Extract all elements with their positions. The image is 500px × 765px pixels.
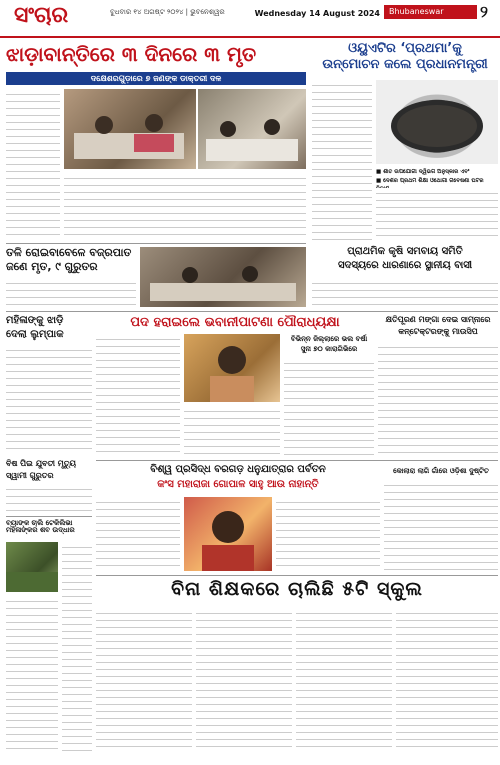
- section4-small-body: [6, 484, 92, 512]
- section5-headline-1: ବିଶ୍ୱ ପ୍ରସିଦ୍ଧ ବରଗଡ଼ ଧନୁଯାତ୍ରାର ପର୍ବତନ: [150, 464, 326, 475]
- right-top-body-2: [376, 188, 498, 240]
- section4-main-headline: ପଦ ହରାଇଲେ ଭବାନୀପାଟଣା ପୌରାଧ୍ୟକ୍ଷା: [130, 315, 340, 330]
- section2-photo: [140, 247, 306, 307]
- right-top-caption-1: ■ ଶୀତ ଉପଯୋଗୀ ଦ୍ୱିଭଗ ଅନୁସ୍କାର ଏବଂ: [376, 169, 470, 175]
- section6-main-headline: ବିନା ଶିକ୍ଷକରେ ଚାଲିଛି ୫ଟି ସ୍କୁଲ: [171, 578, 423, 600]
- section4-inner-body: [284, 358, 374, 456]
- page-number: ୨: [480, 2, 488, 21]
- lead-photo-2: [198, 89, 306, 169]
- right-top-headline-2: ଉନ୍ମୋଚନ କଲେ ପ୍ରଧାନମନ୍ତ୍ରୀ: [322, 57, 488, 72]
- section4-inner-headline-2: ସୁନା ୭୦ କାରାଗିଭିରେ: [300, 345, 358, 353]
- section3-headline-1: ପ୍ରାଥମିକ କୃଷି ସମବାୟ ସମିତି: [347, 246, 463, 257]
- section5-body-2: [276, 497, 380, 571]
- section4-inner-headline-1: ବିଭିନ୍ନ ଜିଲ୍ଲାରେ ଭଲ ବର୍ଷା: [290, 335, 368, 343]
- section2-body: [6, 278, 136, 308]
- date-odia: ବୁଧବାର ୧୪ ଅଗଷ୍ଟ ୨୦୨୪ | ଭୁବନେଶ୍ୱର: [110, 8, 225, 16]
- section4-left-headline-2: ଦେଲା ଲୁମ୍ପାକ: [6, 329, 64, 340]
- section5-headline-2: କଂସ ମହାରାଜା ଗୋପାଳ ସାହୁ ଆଉ ନାହାନ୍ତି: [157, 479, 319, 490]
- section6-left-headline: ବ୍ୟାଙ୍କ ଚାଲି ଟେକିଲିଭା ମହିଳାଙ୍କର ଶବ ଉଦ୍ଧାର: [6, 519, 75, 535]
- section6-main-body-3: [296, 608, 392, 752]
- lead-photo-1: [64, 89, 196, 169]
- section5-right-body: [384, 480, 498, 570]
- section5-photo: [184, 497, 272, 571]
- lead-subhead: ଦକ୍ଷେଶରଗୁଡ଼ାରେ ୭ ଜଣଙ୍କ ଡାକ୍ତରୀ ଦଳ: [6, 72, 306, 85]
- newspaper-logo: ସଂଚାର: [14, 2, 69, 28]
- section6-left-body-2: [6, 596, 58, 752]
- patients-photo-icon: [64, 89, 196, 169]
- date-english: Wednesday 14 August 2024: [254, 9, 380, 18]
- section6-photo: [6, 542, 58, 592]
- section4-small-headline-1: ବିଷ ପିଇ ଯୁବତୀ ମୃତ୍ୟୁ: [6, 459, 77, 468]
- lead-body-col1: [6, 89, 60, 239]
- right-top-body: [312, 80, 372, 240]
- divider: [6, 516, 92, 517]
- section5-right-headline: କୋଲାରା ଲାଗି ଗାଁରେ ଓଡ଼ିଶା ଦୁଷ୍ଟିତ: [393, 467, 489, 475]
- section4-right-headline-1: କ୍ଷତିପୂରଣ ମଙ୍ଗା ଦେଇ ସାମ୍ନାରେ: [385, 315, 491, 324]
- right-top-headline-1: ଓୟୁଏଟିର ‘ପ୍ରଥମା’କୁ: [348, 41, 462, 56]
- section6-left-body: [62, 542, 92, 752]
- section4-left-headline-1: ମହିଳାଙ୍କୁ ଝାଡ଼ି: [6, 315, 64, 326]
- section4-right-body: [378, 342, 498, 456]
- section3-body: [312, 278, 498, 308]
- hospital-photo-icon: [140, 247, 306, 307]
- divider: [96, 460, 498, 461]
- divider: [6, 243, 306, 244]
- divider: [96, 575, 498, 576]
- section6-main-body-1: [96, 608, 192, 752]
- section4-main-body-2: [184, 406, 280, 456]
- section2-headline-2: ଜଣେ ମୃତ, ୯ ଗୁରୁତର: [6, 260, 98, 273]
- section2-headline-1: ତଳି ରୋଇବାବେଳେ ବଜ୍ରପାତ: [6, 246, 132, 259]
- lead-headline: ଝାଡ଼ାବାନ୍ତିରେ ୩ ଦିନରେ ୩ ମୃତ: [6, 42, 257, 66]
- section6-main-body-4: [396, 608, 498, 752]
- section4-small-headline-2: ସ୍ୱାମୀ ଗୁରୁତର: [6, 471, 54, 480]
- section5-body-1: [96, 497, 180, 571]
- section4-left-body: [6, 345, 92, 455]
- actor-portrait-icon: [184, 497, 272, 571]
- section6-main-body-2: [196, 608, 292, 752]
- right-top-photo: [376, 80, 498, 164]
- section3-headline-2: ସଦସ୍ୟରେ ଧାରଣାରେ ସ୍ଥାନୀୟ ବାସୀ: [337, 260, 473, 271]
- city-badge: Bhubaneswar: [384, 5, 477, 19]
- rice-bowl-icon: [376, 80, 498, 164]
- right-top-caption-2: ■ ଦେଶର ପ୍ରଥମ ଶିକ୍ଷା ଓଥୋଗୀ ଗବେଷଣା ଘଟର: [376, 178, 484, 184]
- section4-photo: [184, 334, 280, 402]
- portrait-photo-icon: [184, 334, 280, 402]
- field-photo-icon: [6, 542, 58, 592]
- section4-main-body-1: [96, 334, 180, 456]
- lead-body-col2: [64, 173, 306, 239]
- section4-right-headline-2: କନ୍ଟେକ୍ଟରଙ୍କୁ ମାଉସିପ: [398, 327, 478, 336]
- ward-photo-icon: [198, 89, 306, 169]
- divider: [6, 311, 498, 312]
